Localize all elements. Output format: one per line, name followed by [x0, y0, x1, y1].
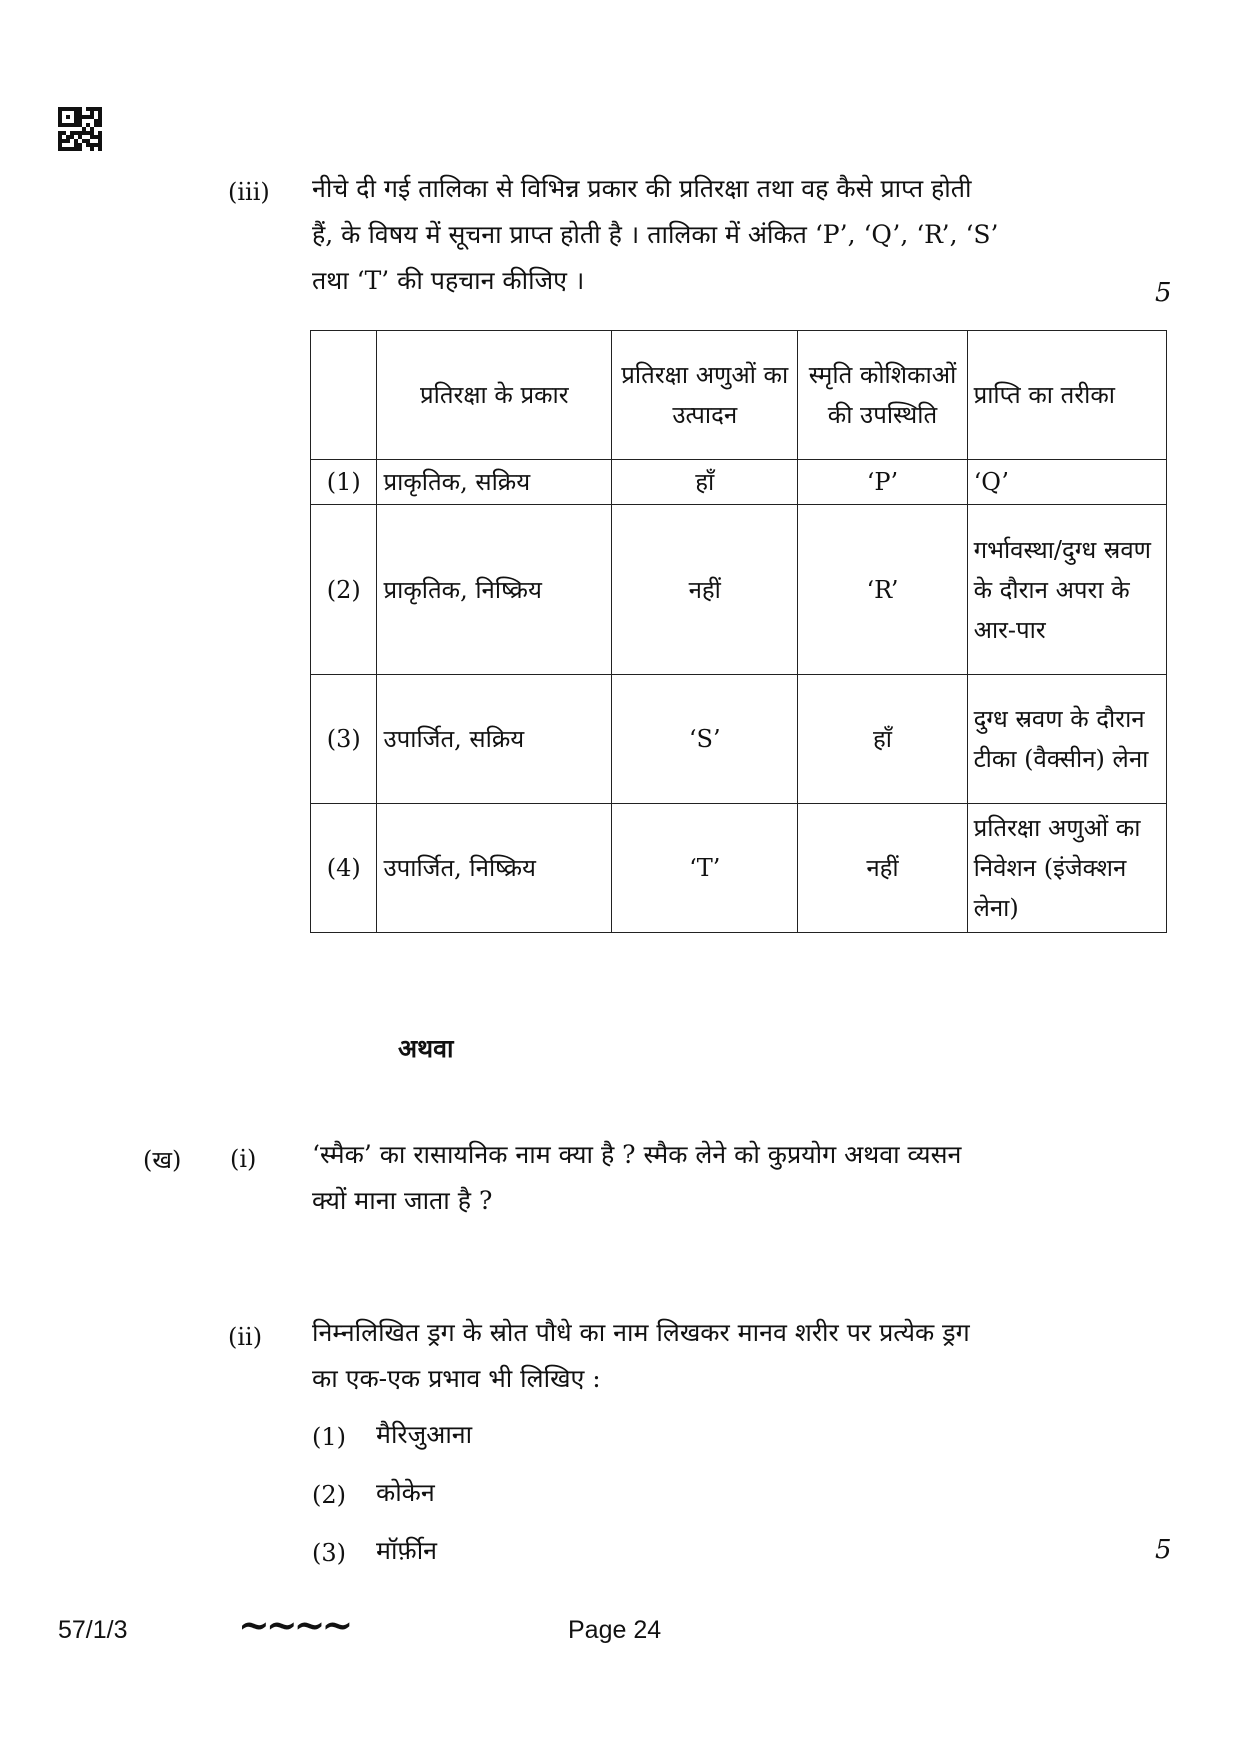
table-cell: प्राकृतिक, निष्क्रिय — [377, 505, 612, 675]
question-i-line-2: क्यों माना जाता है ? — [312, 1186, 493, 1215]
table-header-cell: स्मृति कोशिकाओं की उपस्थिति — [798, 331, 967, 460]
table-row — [311, 460, 1167, 505]
list-item: कोकेन — [376, 1478, 435, 1507]
table-cell: उपार्जित, निष्क्रिय — [377, 804, 612, 933]
table-header-cell — [311, 331, 377, 460]
table-cell: ‘P’ — [798, 460, 967, 505]
table-cell: हाँ — [612, 460, 798, 505]
list-item-number: (1) — [312, 1423, 346, 1451]
question-number-iii: (iii) — [228, 178, 270, 206]
paper-code: 57/1/3 — [58, 1616, 128, 1644]
question-iii-text — [312, 166, 1172, 304]
table-row — [311, 804, 1167, 933]
question-iii-line-1: नीचे दी गई तालिका से विभिन्न प्रकार की प्रतिरक्षा तथा वह कैसे प्राप्त होती — [312, 174, 972, 203]
question-iii-line-3: तथा ‘T’ की पहचान कीजिए । — [312, 266, 585, 295]
table-cell: दुग्ध स्रवण के दौरान टीका (वैक्सीन) लेना — [967, 675, 1166, 804]
table-header-cell: प्रतिरक्षा के प्रकार — [377, 331, 612, 460]
question-i-text — [312, 1132, 1172, 1224]
table-cell: हाँ — [798, 675, 967, 804]
table-cell: प्रतिरक्षा अणुओं का निवेशन (इंजेक्शन लेना) — [967, 804, 1166, 933]
page-number: Page 24 — [568, 1616, 662, 1644]
question-ii-text — [312, 1310, 1172, 1402]
table-header-cell: प्रतिरक्षा अणुओं का उत्पादन — [612, 331, 798, 460]
table-cell: उपार्जित, सक्रिय — [377, 675, 612, 804]
tilde-divider: ~~~~ — [238, 1602, 350, 1647]
table-cell: (3) — [311, 675, 377, 804]
question-number-ii: (ii) — [228, 1323, 263, 1351]
table-header-cell: प्राप्ति का तरीका — [967, 331, 1166, 460]
list-item-number: (2) — [312, 1481, 346, 1509]
marks-ii: 5 — [1155, 1535, 1172, 1565]
table-cell: (1) — [311, 460, 377, 505]
list-item: मैरिजुआना — [376, 1420, 473, 1449]
table-header-row — [311, 331, 1167, 460]
question-i-line-1: ‘स्मैक’ का रासायनिक नाम क्या है ? स्मैक लेने को कुप्रयोग अथवा व्यसन — [312, 1140, 962, 1169]
table-cell: नहीं — [612, 505, 798, 675]
table-cell: ‘Q’ — [967, 460, 1166, 505]
immunity-table — [310, 330, 1167, 933]
table-cell: ‘R’ — [798, 505, 967, 675]
table-cell: गर्भावस्था/दुग्ध स्रवण के दौरान अपरा के आर-पार — [967, 505, 1166, 675]
marks-iii: 5 — [1155, 278, 1172, 308]
table-cell: ‘T’ — [612, 804, 798, 933]
question-number-i: (i) — [230, 1145, 257, 1173]
table-cell: (2) — [311, 505, 377, 675]
part-kh-label: (ख) — [143, 1146, 182, 1174]
question-iii-line-2: हैं, के विषय में सूचना प्राप्त होती है । तालिका में अंकित ‘P’, ‘Q’, ‘R’, ‘S’ — [312, 220, 999, 249]
athva-heading: अथवा — [398, 1034, 454, 1063]
table-cell: नहीं — [798, 804, 967, 933]
list-item-number: (3) — [312, 1539, 346, 1567]
table-cell: (4) — [311, 804, 377, 933]
qr-code-icon — [58, 107, 102, 151]
question-ii-line-2: का एक-एक प्रभाव भी लिखिए : — [312, 1364, 601, 1393]
table-row — [311, 675, 1167, 804]
table-cell: ‘S’ — [612, 675, 798, 804]
table-row — [311, 505, 1167, 675]
question-ii-line-1: निम्नलिखित ड्रग के स्रोत पौधे का नाम लिखकर मानव शरीर पर प्रत्येक ड्रग — [312, 1318, 970, 1347]
list-item: मॉर्फ़ीन — [376, 1536, 438, 1565]
table-cell: प्राकृतिक, सक्रिय — [377, 460, 612, 505]
